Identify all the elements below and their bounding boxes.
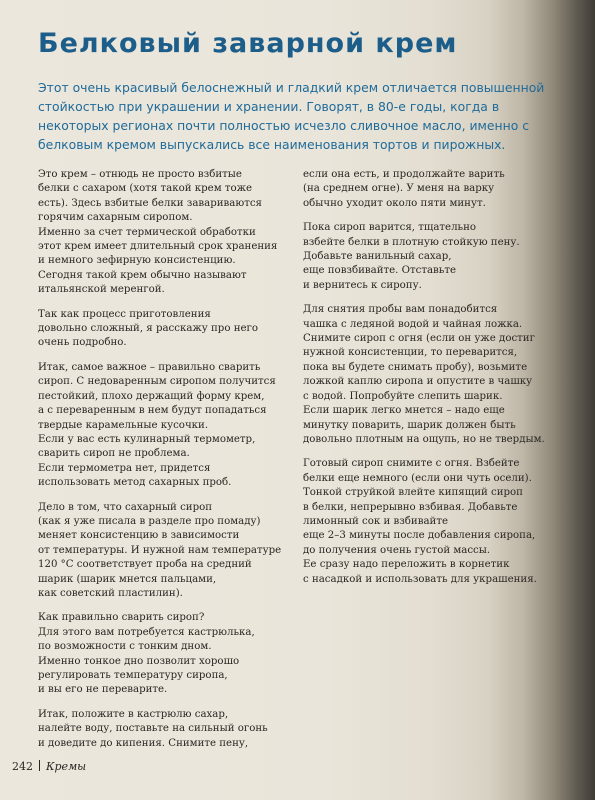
text-line: белки с сахаром (хотя такой крем тоже [38, 183, 253, 195]
intro-paragraph: Этот очень красивый белоснежный и гладкий крем отличается повышенной стойкостью при украшении и хранении. Говорят, в 80-е годы, когда в некоторых регионах почти полностью исчезло сливочное масло, именно с белковым кремом выпускались все наименования тортов и пирожных. [38, 80, 545, 152]
right-text-column [303, 168, 548, 597]
text-line: Для этого вам потребуется кастрюлька, [38, 626, 255, 638]
body-paragraph [303, 221, 548, 293]
text-line: меняет консистенцию в зависимости [38, 530, 240, 542]
text-line: (на среднем огне). У меня на варку [303, 183, 495, 195]
text-line: белки еще немного (если они чуть осели). [303, 472, 532, 484]
text-line: Тонкой струйкой влейте кипящий сироп [303, 487, 523, 499]
text-line: Добавьте ванильный сахар, [303, 251, 452, 263]
text-line: и немного зефирную консистенцию. [38, 255, 236, 267]
text-line: шарик (шарик мнется пальцами, [38, 573, 217, 585]
body-paragraph [303, 303, 548, 447]
text-line: довольно плотным на ощупь, но не твердым. [303, 433, 545, 445]
text-line: Именно за счет термической обработки [38, 226, 256, 238]
text-line: по возможности с тонким дном. [38, 641, 212, 653]
text-line: еще 2–3 минуты после добавления сиропа, [303, 530, 536, 542]
body-paragraph [38, 708, 288, 751]
text-line: очень подробно. [38, 337, 127, 349]
text-line: Итак, самое важное – правильно сварить [38, 361, 261, 373]
text-line: налейте воду, поставьте на сильный огонь [38, 723, 268, 735]
text-line: если она есть, и продолжайте варить [303, 169, 505, 180]
page-title: Белковый заварной крем [38, 28, 458, 59]
text-line: пестойкий, плохо держащий форму крем, [38, 390, 265, 402]
body-paragraph [38, 168, 288, 298]
text-line: ложкой каплю сиропа и опустите в чашку [303, 376, 533, 388]
text-line: итальянской меренгой. [38, 284, 165, 296]
text-line: есть). Здесь взбитые белки завариваются [38, 197, 262, 209]
text-line: Если термометра нет, придется [38, 462, 211, 474]
text-line: и доведите до кипения. Снимите пену, [38, 737, 249, 749]
text-line: Пока сироп варится, тщательно [303, 222, 477, 234]
text-line: Именно тонкое дно позволит хорошо [38, 655, 240, 667]
text-line: и вернитесь к сиропу. [303, 279, 422, 291]
text-line: лимонный сок и взбивайте [303, 515, 448, 527]
text-line: нужной консистенции, то переварится, [303, 347, 518, 359]
text-line: и вы его не переварите. [38, 684, 168, 696]
body-paragraph [303, 168, 548, 211]
text-line: Если шарик легко мнется – надо еще [303, 405, 505, 417]
text-line: взбейте белки в плотную стойкую пену. [303, 236, 520, 248]
text-line: Ее сразу надо переложить в корнетик [303, 559, 510, 571]
text-line: Как правильно сварить сироп? [38, 612, 205, 624]
text-line: Для снятия пробы вам понадобится [303, 304, 498, 316]
section-name: Кремы [46, 760, 87, 773]
text-line: твердые карамельные кусочки. [38, 419, 209, 431]
body-paragraph [38, 308, 288, 351]
text-line: с водой. Попробуйте слепить шарик. [303, 390, 503, 402]
text-line: Это крем – отнюдь не просто взбитые [38, 169, 242, 180]
body-paragraph [303, 457, 548, 587]
text-line: до получения очень густой массы. [303, 544, 491, 556]
text-line: этот крем имеет длительный срок хранения [38, 241, 278, 253]
page-number: 242 [12, 760, 33, 773]
text-line: еще повзбивайте. Отставьте [303, 265, 456, 277]
text-line: чашка с ледяной водой и чайная ложка. [303, 318, 523, 330]
text-line: пока вы будете снимать пробу), возьмите [303, 361, 528, 373]
text-line: (как я уже писала в разделе про помаду) [38, 515, 261, 527]
text-line: Если у вас есть кулинарный термометр, [38, 433, 256, 445]
text-line: от температуры. И нужной нам температуре [38, 544, 282, 556]
text-line: 120 °С соответствует проба на средний [38, 559, 252, 571]
text-line: сварить сироп не проблема. [38, 448, 190, 460]
text-line: сироп. С недоваренным сиропом получится [38, 376, 276, 388]
text-line: горячим сахарным сиропом. [38, 212, 193, 224]
text-line: Сегодня такой крем обычно называют [38, 269, 247, 281]
body-paragraph [38, 501, 288, 602]
text-line: с насадкой и использовать для украшения. [303, 573, 537, 585]
text-line: в белки, непрерывно взбивая. Добавьте [303, 501, 518, 513]
text-line: использовать метод сахарных проб. [38, 477, 232, 489]
page-footer [12, 760, 86, 773]
text-line: Итак, положите в кастрюлю сахар, [38, 708, 229, 720]
text-line: а с переваренным в нем будут попадаться [38, 405, 267, 417]
text-line: обычно уходит около пяти минут. [303, 197, 486, 209]
body-paragraph [38, 611, 288, 697]
text-line: довольно сложный, я расскажу про него [38, 323, 258, 335]
text-line: минутку поварить, шарик должен быть [303, 419, 516, 431]
text-line: Так как процесс приготовления [38, 308, 211, 320]
text-line: как советский пластилин). [38, 587, 183, 599]
text-line: Готовый сироп снимите с огня. Взбейте [303, 458, 520, 470]
text-line: регулировать температуру сиропа, [38, 670, 228, 681]
text-line: Снимите сироп с огня (если он уже достиг [303, 333, 535, 345]
footer-divider [39, 760, 40, 771]
left-text-column [38, 168, 288, 761]
text-line: Дело в том, что сахарный сироп [38, 501, 213, 513]
body-paragraph [38, 361, 288, 491]
